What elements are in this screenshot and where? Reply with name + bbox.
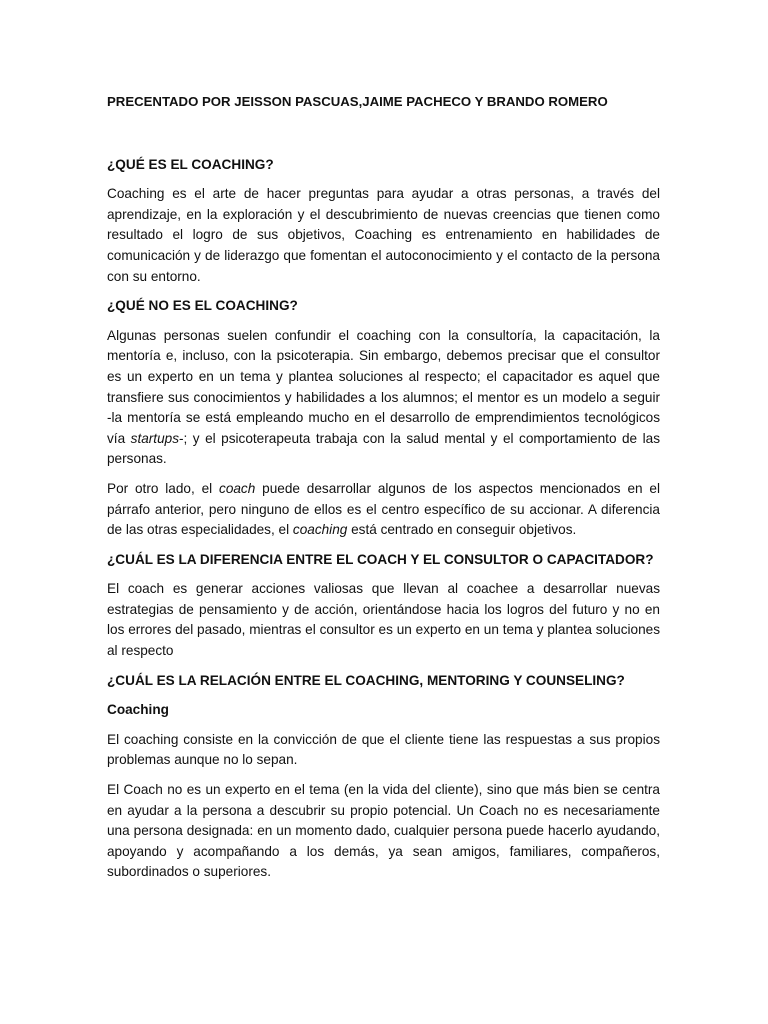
paragraph-text: -; y el psicoterapeuta trabaja con la salud mental y el comportamiento de las personas. [107, 430, 660, 467]
heading-diferencia-coach-consultor: ¿CUÁL ES LA DIFERENCIA ENTRE EL COACH Y EL CONSULTOR O CAPACITADOR? [107, 551, 654, 567]
heading-que-no-es-coaching: ¿QUÉ NO ES EL COACHING? [107, 298, 298, 314]
paragraph-text: Por otro lado, el [107, 480, 220, 496]
heading-relacion-coaching-mentoring: ¿CUÁL ES LA RELACIÓN ENTRE EL COACHING, MENTORING Y COUNSELING? [107, 672, 625, 688]
author-line: PRECENTADO POR JEISSON PASCUAS,JAIME PACHECO Y BRANDO ROMERO [107, 94, 608, 109]
paragraph-text: Algunas personas suelen confundir el coaching con la consultoría, la capacitación, la mentoría e, incluso, con la psicoterapia. Sin embargo, debemos precisar que el consultor es un experto en un tema y plantea soluciones al respecto; el capacitador es aquel que transfiere sus conocimientos y habilidades a los alumnos; el mentor es un modelo a seguir -la mentoría se está empleando mucho en el desarrollo de emprendimientos tecnológicos vía [107, 327, 660, 446]
paragraph-por-otro-lado [107, 479, 660, 541]
italic-term-startups: startups [130, 430, 179, 446]
subheading-coaching: Coaching [107, 702, 169, 718]
paragraph-diferencia: El coach es generar acciones valiosas que llevan al coachee a desarrollar nuevas estrategias de pensamiento y de acción, orientándose hacia los logros del futuro y no en los errores del pasado, mientras el consultor es un experto en un tema y plantea soluciones al respecto [107, 581, 660, 659]
paragraph-conviccion: El coaching consiste en la convicción de que el cliente tiene las respuestas a sus propios problemas aunque no lo sepan. [107, 731, 660, 768]
italic-term-coaching: coaching [292, 522, 348, 538]
paragraph-confusion-coaching [107, 326, 660, 470]
paragraph-text: está centrado en conseguir objetivos. [347, 522, 577, 538]
paragraph-text: puede desarrollar algunos de los aspectos mencionados en el párrafo anterior, pero ninguno de ellos es el centro específico de su accionar. A diferencia de las otras especialidades, el [107, 480, 660, 538]
heading-que-es-coaching: ¿QUÉ ES EL COACHING? [107, 156, 274, 172]
italic-term-coach: coach [219, 480, 256, 496]
paragraph-coach-no-experto: El Coach no es un experto en el tema (en la vida del cliente), sino que más bien se centra en ayudar a la persona a descubrir su propio potencial. Un Coach no es necesariamente una persona designada: en un momento dado, cualquier persona puede hacerlo ayudando, apoyando y acompañando a los demás, ya sean amigos, familiares, compañeros, subordinados o superiores. [107, 782, 660, 880]
paragraph-definicion-coaching: Coaching es el arte de hacer preguntas para ayudar a otras personas, a través del aprendizaje, en la exploración y el descubrimiento de nuevas creencias que tienen como resultado el logro de sus objetivos, Coaching es entrenamiento en habilidades de comunicación y de liderazgo que fomentan el autoconocimiento y el contacto de la persona con su entorno. [107, 186, 660, 284]
document-page [107, 92, 660, 892]
